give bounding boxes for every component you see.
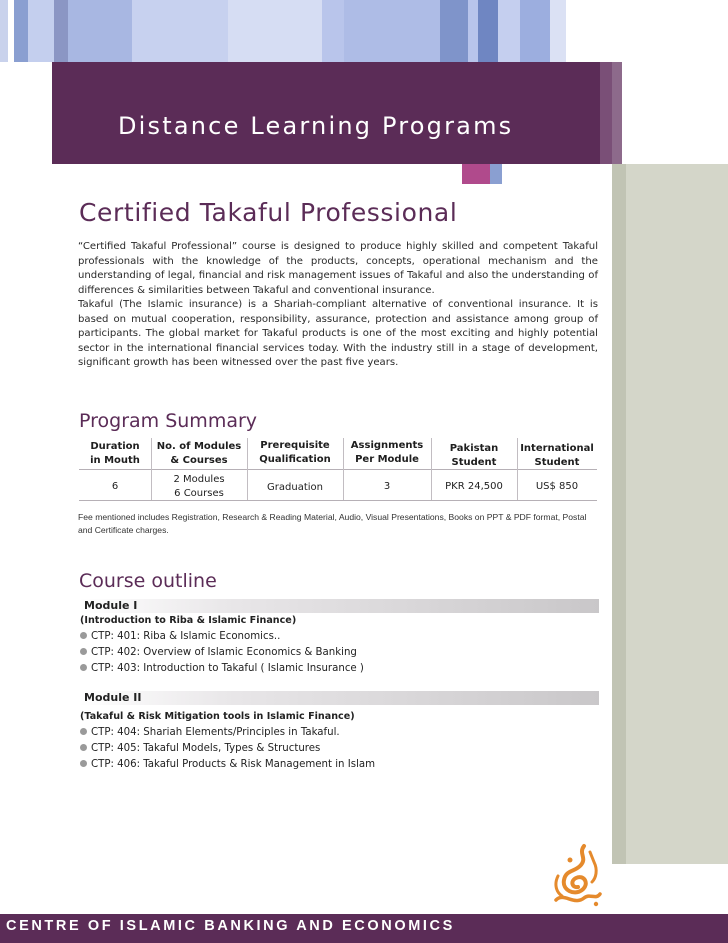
fee-note: Fee mentioned includes Registration, Research & Reading Material, Audio, Visual Presentations, Books on PPT & PDF format, Postal and Certificate charges. [78,512,587,535]
cell-prerequisite: Graduation [267,482,323,493]
module-2-item: CTP: 405: Takaful Models, Types & Structures [80,743,320,754]
module-2-item: CTP: 406: Takaful Products & Risk Management in Islam [80,759,375,770]
header-prerequisite: Prerequisite Qualification [259,440,331,465]
module-1-subtitle: (Introduction to Riba & Islamic Finance) [80,615,297,626]
bullet-dot-icon [80,664,87,671]
bullet-dot-icon [80,744,87,751]
module-2-bar [79,691,599,705]
right-decor-shadow [612,164,626,864]
accent-blue-square [490,164,502,186]
cell-international-fee: US$ 850 [535,481,579,492]
module-1-item: CTP: 402: Overview of Islamic Economics & Banking [80,647,357,658]
course-outline-heading: Course outline [79,570,217,592]
module-1-title: Module I [84,599,138,612]
banner-edge-light [612,62,622,164]
cell-modules: 2 Modules 6 Courses [173,474,225,499]
course-description-1: “Certified Takaful Professional” course is designed to produce highly skilled and competent Takaful professionals with the knowledge of the products, concepts, operational mechanism and the understanding of legal, financial and risk management issues of Takaful and also the understanding of differences & similarities between Takaful and conventional insurance. [78,241,598,296]
footer-text: CENTRE OF ISLAMIC BANKING AND ECONOMICS [6,918,455,934]
header-modules: No. of Modules & Courses [156,441,242,466]
module-1-bar [79,599,599,613]
header-international-student: International Student [520,443,594,468]
course-title: Certified Takaful Professional [79,198,458,227]
bullet-dot-icon [80,728,87,735]
bullet-dot-icon [80,760,87,767]
module-2-subtitle: (Takaful & Risk Mitigation tools in Islamic Finance) [80,711,355,722]
program-summary-heading: Program Summary [79,410,258,432]
module-2-title: Module II [84,691,142,704]
cell-pakistan-fee: PKR 24,500 [445,481,503,492]
cell-assignments: 3 [383,481,391,492]
accent-pink-square [462,164,490,186]
right-decor-panel [612,164,728,864]
header-assignments: Assignments Per Module [350,440,424,465]
bullet-dot-icon [80,632,87,639]
course-description-2: Takaful (The Islamic insurance) is a Shariah-compliant alternative of conventional insurance. It is based on mutual cooperation, responsibility, assurance, protection and assistance among group of participants. The global market for Takaful products is one of the most exciting and highly potential sector in the international financial services today. With the industry still in a stage of development, significant growth has been witnessed over the past five years. [78,299,598,369]
bullet-dot-icon [80,648,87,655]
header-duration: Duration in Mouth [90,441,140,466]
header-pakistan-student: Pakistan Student [449,443,499,468]
module-1-item: CTP: 401: Riba & Islamic Economics.. [80,631,280,642]
header-stripes [0,0,728,62]
module-1-item: CTP: 403: Introduction to Takaful ( Islamic Insurance ) [80,663,364,674]
al-huda-calligraphy-logo-icon [544,840,606,914]
page-title: Distance Learning Programs [118,112,514,140]
cell-duration: 6 [111,481,119,492]
module-2-item: CTP: 404: Shariah Elements/Principles in Takaful. [80,727,340,738]
